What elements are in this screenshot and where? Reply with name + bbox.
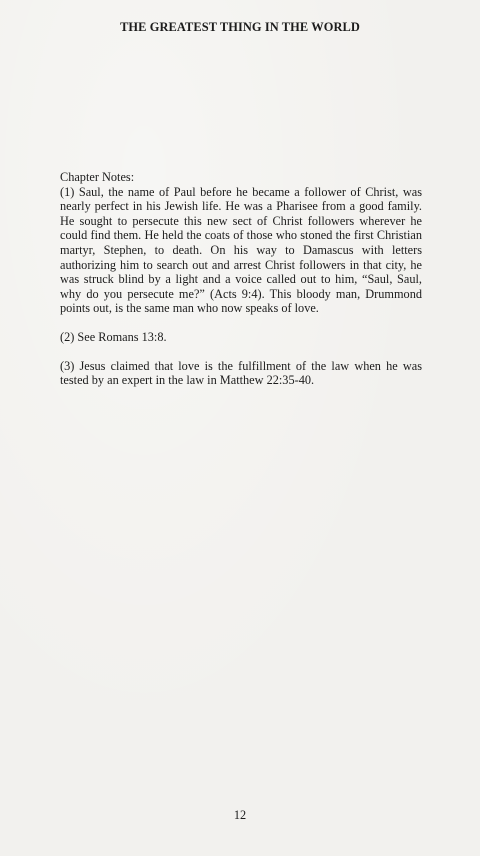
running-title: THE GREATEST THING IN THE WORLD bbox=[120, 20, 360, 34]
note-2: (2) See Romans 13:8. bbox=[60, 329, 167, 344]
note-1: (1) Saul, the name of Paul before he became a follower of Christ, was nearly perfect in his Jewish life. He was a Pharisee from a good family. He sought to persecute this new sect of Christ followers wherever he could find them. He held the coats of those who stoned the first Christian martyr, Stephen, to death. On his way to Damascus with letters authorizing him to search out and arrest Christ followers in that city, he was struck blind by a light and a voice called out to him, “Saul, Saul, why do you persecute me?” (Acts 9:4). This bloody man, Drummond points out, is the same man who now speaks of love. bbox=[60, 184, 422, 316]
chapter-notes-heading: Chapter Notes: bbox=[60, 170, 135, 184]
chapter-notes bbox=[60, 170, 422, 388]
note-3: (3) Jesus claimed that love is the fulfillment of the law when he was tested by an expert in the law in Matthew 22:35-40. bbox=[60, 358, 422, 388]
page-number: 12 bbox=[233, 808, 247, 822]
